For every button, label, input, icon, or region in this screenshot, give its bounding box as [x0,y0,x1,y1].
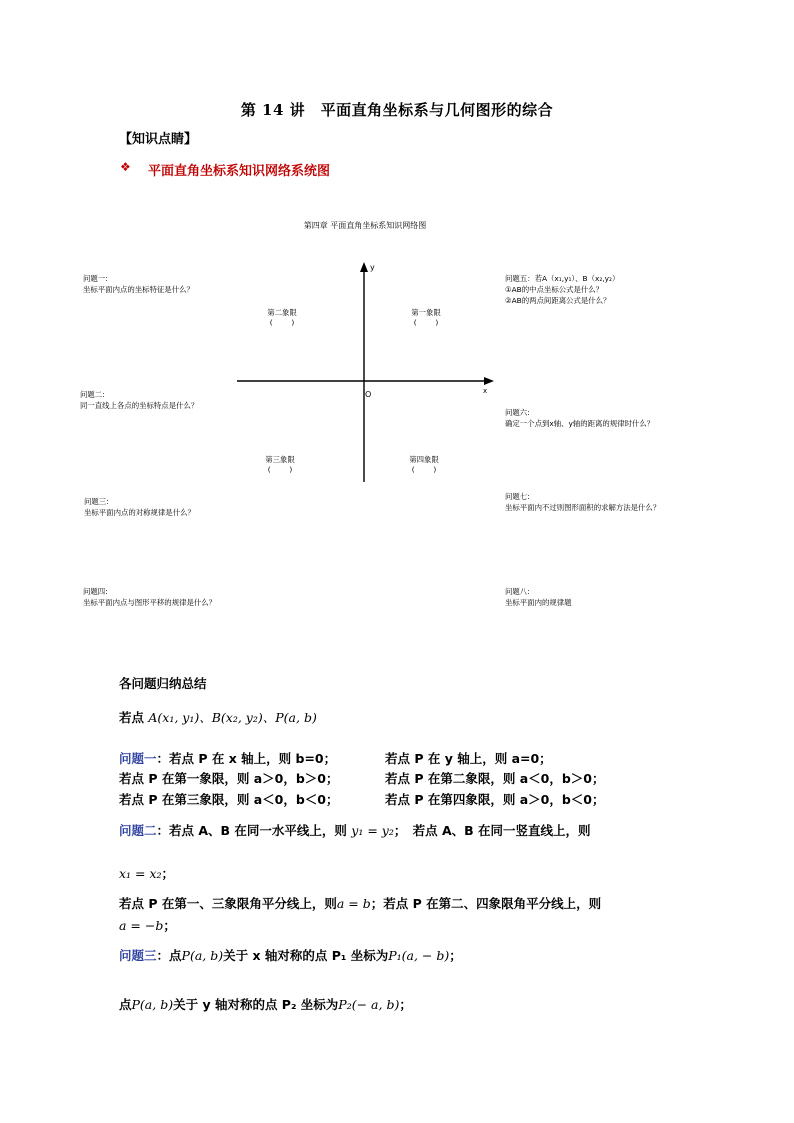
problem-3-line-2 [119,995,412,1013]
section-label: 【知识点睛】 [119,132,198,147]
question-4-text: 坐标平面内点与图形平移的规律是什么？ [83,598,217,607]
question-2 [80,389,198,411]
diagram-title: 第四章 平面直角坐标系知识网络图 [303,221,427,230]
problem-2-line-4 [119,916,176,934]
question-5-line2: ②AB的两点间距离公式是什么？ [505,296,611,305]
question-1 [83,273,194,295]
summary-intro-math: A(x₁, y₁)、B(x₂, y₂)、P(a, b) [148,710,317,725]
problem-2-m4: a = −b [119,918,164,933]
problem-1-r2c1: 若点 P 在第一象限，则 a＞0，b＞0； [119,771,339,786]
summary-intro [119,708,317,726]
problem-3-m2: P₁(a, − b) [388,948,450,963]
problem-1-r2c2: 若点 P 在第二象限，则 a＜0，b＞0； [385,771,605,786]
quadrant-1-blank: ( ) [413,318,439,327]
question-8 [505,586,572,608]
question-4 [83,586,216,608]
summary-heading: 各问题归纳总结 [119,676,207,691]
question-1-label: 问题一: [83,274,108,283]
problem-1-r3c2: 若点 P 在第四象限，则 a＞0，b＜0； [385,792,605,807]
problem-2-t4: 若点 P 在第一、三象限角平分线上，则 [119,896,337,911]
question-6-label: 问题六: [505,408,530,417]
problem-3-t6: ； [399,997,412,1012]
question-4-label: 问题四: [83,587,108,596]
summary-intro-prefix: 若点 [119,710,145,725]
problem-2-line-2 [119,864,174,882]
question-7-text: 坐标平面内不过则图形面积的求解方法是什么？ [505,503,661,512]
quadrant-2-blank: ( ) [269,318,295,327]
problem-2-m1: y₁ = y₂ [351,823,394,838]
problem-3-t4: 点 [119,997,132,1012]
question-5 [505,273,619,306]
question-6-text: 确定一个点到x轴、y轴的距离的规律时什么？ [505,419,655,428]
question-3 [84,496,195,518]
origin-label: O [365,390,372,399]
quadrant-4 [400,455,448,475]
question-7-label: 问题七: [505,492,530,501]
question-6 [505,407,654,429]
problem-3-m3: P(a, b) [131,997,174,1012]
quadrant-3-name: 第三象限 [265,455,295,464]
question-8-text: 坐标平面内的规律题 [505,598,572,607]
quadrant-1-name: 第一象限 [411,308,441,317]
quadrant-2 [258,308,306,328]
question-3-text: 坐标平面内点的对称规律是什么？ [84,508,195,517]
quadrant-4-name: 第四象限 [409,455,439,464]
y-axis-label: y [370,263,375,272]
problem-1-r1c2: 若点 P 在 y 轴上，则 a=0； [385,751,552,766]
question-1-text: 坐标平面内点的坐标特征是什么？ [83,285,194,294]
problem-2-line-1 [119,821,591,839]
problem-1-label: 问题一 [119,751,157,766]
problem-1-row-3 [119,790,679,808]
problem-2-t2: ； 若点 A、B 在同一竖直线上，则 [393,823,591,838]
question-3-label: 问题三: [84,497,109,506]
y-axis-arrow [360,262,368,272]
problem-3-t3: ； [449,948,462,963]
problem-1-row-2 [119,769,679,787]
problem-2-m2: x₁ = x₂ [119,866,162,881]
problem-3-t5: 关于 y 轴对称的点 P₂ 坐标为 [173,997,339,1012]
problem-2-line-3 [119,894,601,912]
question-2-text: 同一直线上各点的坐标特点是什么？ [80,401,199,410]
problem-2-t6: ； [163,918,176,933]
problem-3-m1: P(a, b) [181,948,224,963]
problem-3-t1: ：点 [156,948,182,963]
problem-2-t3: ； [161,866,175,881]
x-axis-label: x [483,387,488,395]
quadrant-3 [256,455,304,475]
problem-2-t5: ；若点 P 在第二、四象限角平分线上，则 [370,896,602,911]
problem-2-label: 问题二 [119,823,157,838]
quadrant-2-name: 第二象限 [267,308,297,317]
quadrant-1 [402,308,450,328]
problem-3-m4: P₂(− a, b) [338,997,400,1012]
problem-1-r1c1 [119,749,336,767]
problem-3-t2: 关于 x 轴对称的点 P₁ 坐标为 [223,948,389,963]
page-title: 第 14 讲 平面直角坐标系与几何图形的综合 [240,101,554,119]
quadrant-4-blank: ( ) [411,465,437,474]
quadrant-3-blank: ( ) [267,465,293,474]
x-axis-arrow [484,377,494,385]
problem-1-r3c1: 若点 P 在第三象限，则 a＜0，b＜0； [119,792,339,807]
question-8-label: 问题八: [505,587,530,596]
question-5-label: 问题五：若A（x₁,y₁）、B（x₂,y₂） [505,274,620,283]
diamond-bullet-icon: ❖ [120,160,131,174]
question-2-label: 问题二: [80,390,105,399]
problem-1-r1c1-text: ：若点 P 在 x 轴上，则 b=0； [156,751,337,766]
subtitle: 平面直角坐标系知识网络系统图 [148,164,331,179]
problem-2-m3: a = b [336,896,371,911]
question-7 [505,491,660,513]
problem-3-label: 问题三 [119,948,157,963]
question-5-line1: ①AB的中点坐标公式是什么？ [505,285,604,294]
problem-3-line-1 [119,946,462,964]
problem-1-row-1 [119,749,679,767]
problem-2-t1: ：若点 A、B 在同一水平线上，则 [156,823,347,838]
